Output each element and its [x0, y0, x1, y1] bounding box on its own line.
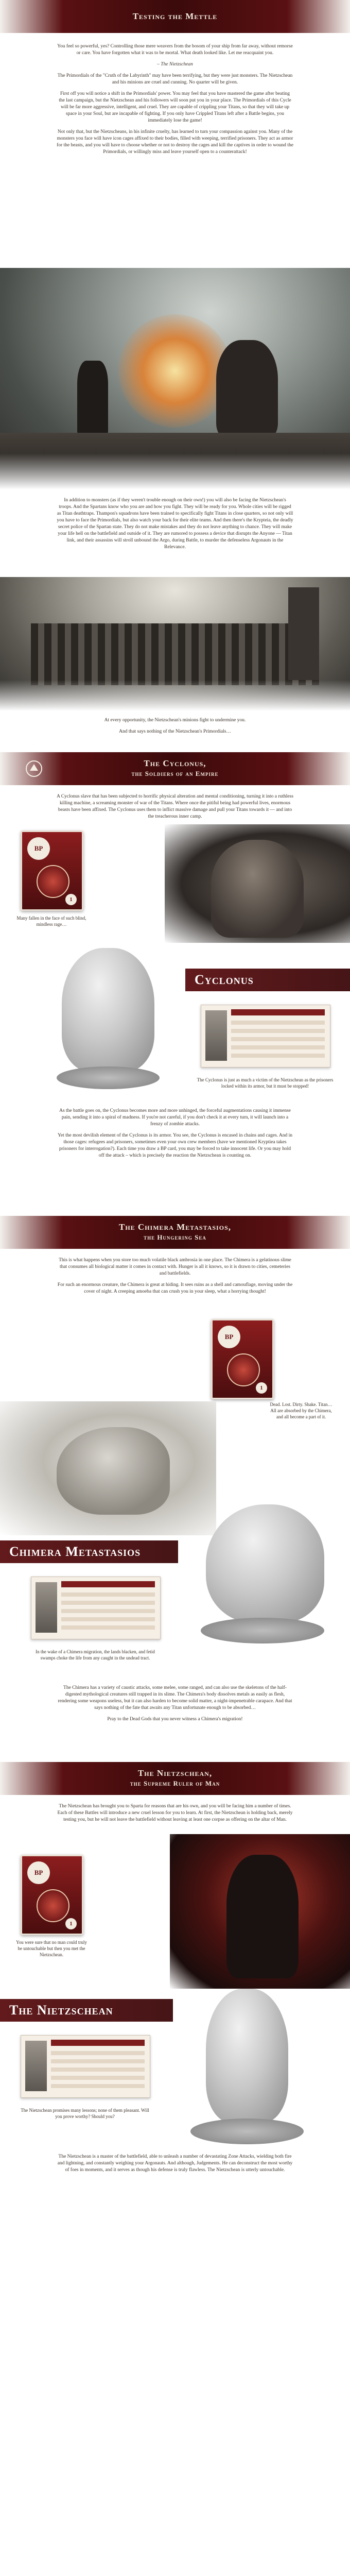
intro-paragraph: First off you will notice a shift in the Primordials' power. You may feel that you have mastered the game after beating the last campaign, but the Nietzschean and his followers will soon put you in your place. The Primordials of this Cycle will be far more aggressive, intelligent, and cruel. They are capable of crippling your Titans, so that they will take up space in your Soul, but are incapable of fighting. If you only have Crippled Titans left after a Battle begins, you immediately lose the game! [59, 91, 291, 123]
cyclonus-stat-board [201, 1005, 330, 1067]
nietzschean-figure [226, 1855, 299, 1978]
cyclonus-text-2 [57, 1108, 293, 1164]
cyclonus-title: The Cyclonus, [144, 758, 206, 768]
chimera-artwork [0, 1401, 216, 1535]
transition-paragraph: At every opportunity, the Nietzschean's minions fight to undermine you. [104, 718, 246, 723]
chimera-title: The Chimera Metastasios, [118, 1222, 231, 1232]
fade [0, 680, 350, 711]
cyclonus-paragraph: As the battle goes on, the Cyclonus becomes more and more unhinged, the forceful augmentations causing it immense pain, sending it into a spiral of madness. If you're not careful, if you don't check it at every turn, it will launch into a frenzy of zombie attacks. [59, 1108, 291, 1127]
board-row [61, 1625, 155, 1630]
nietzschean-miniature [170, 1984, 324, 2148]
cyclonus-card-caption: Many fallen in the face of such blind, mindless rage… [16, 916, 86, 927]
miniature-body [62, 948, 154, 1072]
board-row [51, 2051, 145, 2055]
cyclonus-artwork [165, 824, 350, 943]
skull-emblem-icon [37, 865, 69, 898]
chimera-subtitle: the Hungering Sea [144, 1233, 206, 1241]
board-row [51, 2067, 145, 2072]
miniature-base [190, 2119, 304, 2144]
transition-text [57, 717, 293, 740]
board-portrait [36, 1582, 57, 1633]
board-row [61, 1609, 155, 1613]
board-row [231, 1029, 325, 1033]
battle-illustration [0, 268, 350, 489]
board-row [231, 1045, 325, 1049]
banner-title-cyclonus [132, 758, 219, 779]
banner-title-nietzschean [130, 1768, 220, 1789]
board-portrait [25, 2041, 47, 2091]
board-header [231, 1009, 325, 1015]
soldiers-illustration [0, 577, 350, 711]
chimera-bp-card [211, 1319, 274, 1399]
nietzschean-card-caption: You were sure that no man could truly be untouchable but then you met the Nietzschean. [16, 1940, 87, 1957]
cyclonus-monster [211, 840, 304, 938]
cyclonus-paragraph: Yet the most devilish element of the Cyclonus is its armor. You see, the Cyclonus is encased in chains and cages. And in those cages: refugees and prisoners, sometimes even your own crew members (have we mentioned Kryptiea takes prisoners for interrogation?). Each time you draw a BP card, you may be forced to take innocent life. Or you may hold off the attack – which is precisely the reaction the Nietzschean is counting on. [57, 1133, 293, 1158]
titan-silhouette [77, 361, 108, 438]
board-row [231, 1021, 325, 1025]
banner-nietzschean [0, 1762, 350, 1795]
cyclonus-subtitle: the Soldiers of an Empire [131, 770, 219, 777]
miniature-base [201, 1618, 324, 1643]
intro-signature: – The Nietzschean [157, 62, 193, 67]
phalanx-silhouette [31, 623, 319, 685]
troops-text [57, 497, 293, 555]
board-row [61, 1592, 155, 1597]
banner-title-chimera [119, 1222, 231, 1243]
cyclonus-miniature [41, 943, 175, 1092]
nietzschean-title: The Nietzschean, [137, 1768, 213, 1778]
chimera-text-2 [57, 1685, 293, 1727]
intro-paragraph: You feel so powerful, yes? Controlling those mere weavers from the bosom of your ship from far away, without remorse or care. You have forgotten what it was to be mortal. What death looked like. Let me reacquaint you. [57, 44, 293, 56]
fade [0, 453, 350, 489]
banner-testing [0, 0, 350, 33]
nietzschean-artwork [170, 1834, 350, 1989]
card-number: 1 [65, 894, 77, 905]
bp-badge: BP [218, 1326, 240, 1348]
nietzschean-text [57, 1803, 293, 1828]
intro-paragraph: Not only that, but the Nietzscheans, in his infinite cruelty, has learned to turn your compassion against you. Many of the monsters you face will have icon cages affixed to their bodies, filled with weeping, terrified prisoners. They act as armor for the beasts, and you will have to choose whether or not to destroy the cages and kill the captives in order to wound the Primordials, or willingly miss and leave yourself open to a counterattack! [57, 129, 293, 155]
cyclonus-bp-card [21, 831, 83, 911]
chimera-paragraph: This is what happens when you store too much volatile black ambrosia in one place. The Chimera is a gelatinous slime that consumes all biological matter it comes in contact with. Hunger is all it knows, so it is drawn to cities, cemeteries and battlefields. [59, 1258, 291, 1276]
chimera-paragraph: The Chimera has a variety of caustic attacks, some melee, some ranged, and can also use the skeletons of the half-digested mythological creatures still trapped in its slime. The Chimera's body dissolves metals as easily as flesh, rendering some weapons useless, but it can also harden to become solid matter, a night-impenetrable carapace. And that says nothing of the fate that awaits any Titan unfortunate enough to be absorbed… [58, 1685, 292, 1710]
cyclonus-board-caption: The Cyclonus is just as much a victim of the Nietzschean as the prisoners locked within its armor, but it must be stopped! [197, 1077, 334, 1089]
board-row [231, 1054, 325, 1058]
banner-chimera [0, 1216, 350, 1249]
miniature-body [206, 1504, 324, 1623]
skull-emblem-icon [227, 1353, 260, 1386]
intro-text [57, 43, 293, 160]
board-portrait [205, 1010, 227, 1061]
nietzschean-board-caption: The Nietzschean promises many lessons; none of them pleasant. Will you prove worthy? Should you? [21, 2108, 149, 2119]
cyclonus-text [57, 793, 293, 825]
banner-title-testing: Testing the Mettle [132, 11, 218, 21]
chimera-paragraph: For such an enormous creature, the Chimera is great at hiding. It sees ruins as a shell and camouflage, moving under the cover of night. A creeping amoeba that can crush you in your sleep, what a horrying thought! [57, 1282, 293, 1294]
explosion-glow [118, 314, 232, 428]
chimera-miniature [185, 1494, 340, 1649]
skull-emblem-icon [37, 1889, 69, 1922]
miniature-body [206, 1989, 288, 2123]
board-row [61, 1617, 155, 1621]
tower-silhouette [288, 587, 319, 680]
troops-paragraph: In addition to monsters (as if they weren't trouble enough on their own!) you will also be facing the Nietzschean's troops. And the Spartans know who you are and how you fight. They will be ready for you. Whole cities will be rigged as Titan deathtraps. Thampon's squadrons have been trained to specifically fight Titans in close quarters, so not only will you have to face the Primordials, but also watch your back for their elite teams. And then there's the Krypteia, the deadly secret police of the Spartan state. They do not make mistakes and they do not leave anything to chance. They will make your life hell on the battlefield and outside of it. They are rumored to possess a device that disrupts the Anyone — Titan link, and their assassins will stroll unbound the Argo, during Battle, to murder the defenseless Argonauts in the Relevance. [57, 498, 293, 550]
nietzschean-bp-card [21, 1855, 83, 1935]
nietzschean-paragraph: The Nietzschean has brought you to Sparta for reasons that are his own, and you will be facing him a number of times. Each of these Battles will introduce a new cruel lesson for you to learn. At first, the Nietzschean is holding back, merely testing you, but he will not leave the battlefield without leaving at least one corpse as offering on the altar of Man. [57, 1804, 293, 1822]
nietzschean-stat-board [21, 2035, 150, 2098]
chimera-emblem-icon [25, 759, 43, 778]
chimera-stat-board [31, 1577, 161, 1639]
nietzschean-text-2 [57, 2154, 293, 2178]
board-row [51, 2076, 145, 2080]
board-header [61, 1581, 155, 1587]
cyclonus-name-tag: Cyclonus [185, 969, 350, 991]
board-row [51, 2084, 145, 2088]
nietzschean-subtitle: the Supreme Ruler of Man [130, 1780, 220, 1787]
chimera-name-tag: Chimera Metastasios [0, 1540, 178, 1563]
banner-cyclonus [0, 752, 350, 785]
transition-paragraph: And that says nothing of the Nietzschean's Primordials… [119, 729, 231, 734]
bp-badge: BP [27, 837, 50, 860]
card-number: 1 [256, 1382, 267, 1394]
chimera-card-caption: Dead. Lost. Dirty. Shake. Titan… All are absorbed by the Chimera, and all become a part of it. [270, 1402, 332, 1419]
chimera-board-caption: In the wake of a Chimera migration, the lands blacken, and fetid swamps choke the life from any caught in the undead tract. [36, 1649, 155, 1660]
intro-paragraph: The Primordials of the "Cruth of the Labyrinth" may have been terrifying, but they were just monsters. The Nietzschean and his minions are cruel and cunning. No quarter will be given. [57, 73, 293, 85]
card-number: 1 [65, 1918, 77, 1929]
chimera-paragraph: Pray to the Dead Gods that you never witness a Chimera's migration! [107, 1717, 243, 1722]
board-row [231, 1037, 325, 1041]
chimera-text [57, 1257, 293, 1300]
board-row [61, 1601, 155, 1605]
monster-silhouette [216, 340, 278, 438]
cyclonus-paragraph: A Cyclonus slave that has been subjected to horrific physical alteration and mental conditioning, turning it into a ruthless killing machine, a screaming monster of war of the Titans. Where once the pitiful being had powerful lives, enormous beasts have been affixed. The Cyclonus uses them to inflict massive damage and pull your Titans towards it — and into the treacherous inner camp. [57, 794, 293, 819]
board-header [51, 2040, 145, 2046]
board-row [51, 2059, 145, 2063]
chimera-monster [57, 1427, 170, 1515]
nietzschean-paragraph: The Nietzschean is a master of the battlefield, able to unleash a number of devastating Zone Attacks, wielding both fire and lightning, and constantly weighing your Argonauts. And although, Judgements. He can deconstruct the most worthy of foes in moments, and it serves as though his defense is truly flawless. The Nietzschean is utterly untouchable. [57, 2154, 293, 2173]
nietzschean-name-tag: The Nietzschean [0, 1999, 173, 2022]
bp-badge: BP [27, 1861, 50, 1884]
miniature-base [57, 1066, 160, 1089]
